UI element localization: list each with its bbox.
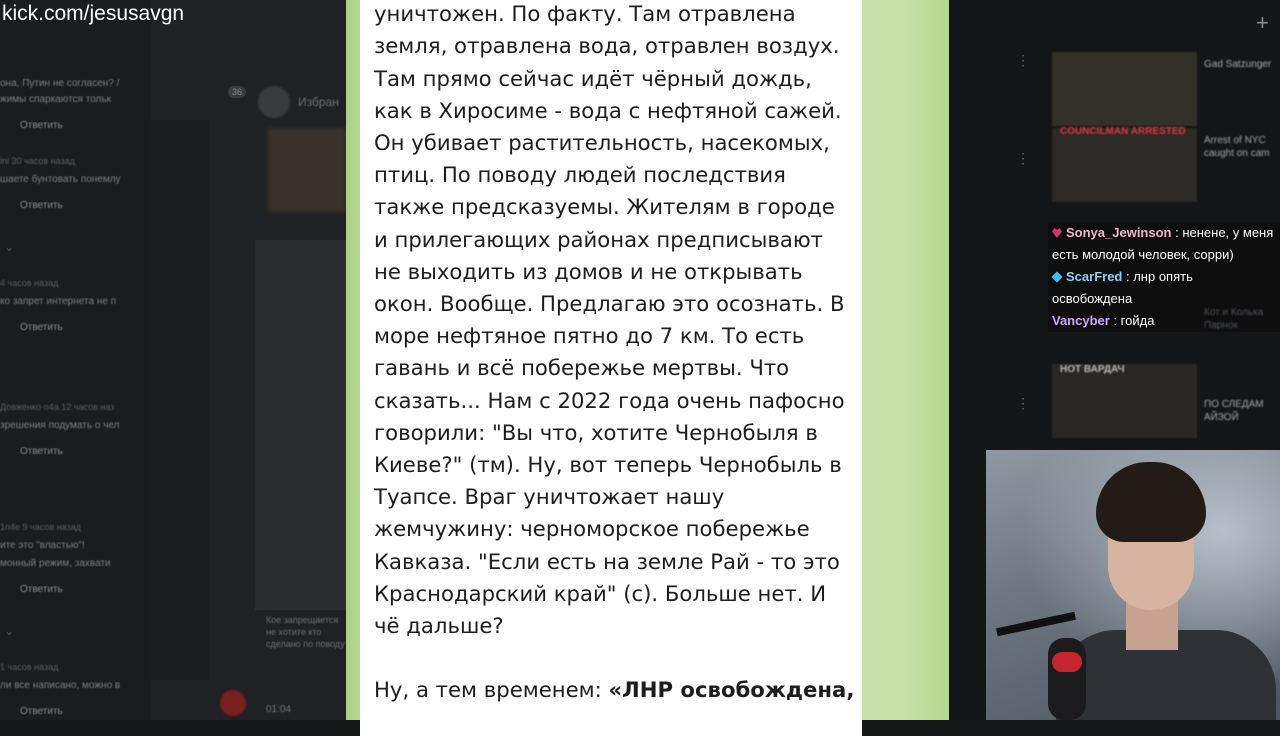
- plus-icon[interactable]: +: [1256, 10, 1269, 35]
- video-item[interactable]: [1052, 364, 1280, 444]
- post-text: [374, 0, 864, 706]
- chat-username[interactable]: ScarFred: [1066, 269, 1123, 284]
- message-time: 01:04: [266, 704, 292, 715]
- post-card: [360, 0, 862, 736]
- video-item[interactable]: [1052, 52, 1280, 132]
- comment-author: ini 30 часов назад: [0, 156, 75, 166]
- comment-author: 1 часов назад: [0, 662, 59, 672]
- post-line: также предсказуемы. Жителям в городе: [374, 194, 835, 220]
- post-last-line: [374, 674, 864, 706]
- post-line: Кавказа. "Если есть на земле Рай - то это: [374, 548, 840, 574]
- post-line: не выходить из домов и не открывать: [374, 258, 803, 284]
- comment-text: шаете бунтовать понемлу: [0, 174, 121, 185]
- more-options-icon[interactable]: ⋮: [1016, 52, 1030, 68]
- post-line: море нефтяное пятно до 7 км. То есть: [374, 323, 805, 349]
- more-options-icon[interactable]: ⋮: [1016, 150, 1030, 166]
- comment-reply[interactable]: Ответить: [20, 446, 63, 457]
- post-line: как в Хиросиме - вода с нефтяной сажей.: [374, 97, 842, 123]
- chat-text: ненене, у меня есть молодой человек, сорри): [1052, 225, 1274, 262]
- record-icon[interactable]: [220, 690, 246, 716]
- message-caption: Кое запрещается не хотите кто сделано по поводу: [266, 615, 345, 649]
- post-line: Туапсе. Враг уничтожает нашу: [374, 484, 725, 510]
- microphone-band: [1052, 652, 1082, 672]
- more-options-icon[interactable]: ⋮: [1016, 395, 1030, 411]
- media-thumbnail[interactable]: [268, 128, 346, 212]
- avatar[interactable]: [258, 86, 290, 118]
- chevron-down-icon[interactable]: ⌄: [4, 624, 15, 638]
- post-last-prefix: Ну, а тем временем:: [374, 677, 609, 703]
- post-line: говорили: "Вы что, хотите Чернобыля в: [374, 419, 818, 445]
- chat-text: гойда: [1120, 313, 1155, 328]
- post-line: гавань и всё побережье мертвы. Что: [374, 355, 790, 381]
- comment-text: ли все написано, можно в: [0, 680, 121, 691]
- cube-badge-icon: [1051, 271, 1062, 282]
- messenger-sidebar: [150, 120, 210, 680]
- heart-badge-icon: [1052, 228, 1062, 238]
- stream-chat: [1048, 222, 1280, 332]
- thumbnail-caption: COUNCILMAN ARRESTED: [1060, 126, 1186, 137]
- webcam-overlay: [986, 450, 1280, 720]
- comment-reply[interactable]: Ответить: [20, 322, 63, 333]
- microphone-icon: [1048, 638, 1086, 720]
- comment-reply[interactable]: Ответить: [20, 200, 63, 211]
- chat-message: Sonya_Jewinson : ненене, у меня есть молодой человек, сорри): [1052, 225, 1274, 262]
- comment-author: 1n4e 9 часов назад: [0, 522, 81, 532]
- thumbnail-caption: НОТ ВАРДАЧ: [1060, 364, 1125, 375]
- comment-text: ите это "властью"!: [0, 540, 85, 551]
- post-line: уничтожен. По факту. Там отравлена: [374, 1, 796, 27]
- comment-author: Довженко-п4а 12 часов наз: [0, 402, 115, 412]
- video-title: ПО СЛЕДАМ АЙЗОЙ: [1204, 399, 1264, 423]
- chevron-down-icon[interactable]: ⌄: [4, 240, 15, 254]
- chat-message: Vancyber : гойда: [1052, 313, 1155, 328]
- post-line: Там прямо сейчас идёт чёрный дождь,: [374, 65, 812, 91]
- comment-text: монный режим, захвати: [0, 558, 111, 569]
- comment-author: 4 часов назад: [0, 278, 59, 288]
- post-line: чё дальше?: [374, 613, 504, 639]
- background-comments-panel: [0, 0, 150, 720]
- post-last-bold: «ЛНР освобождена,: [608, 677, 855, 703]
- video-item[interactable]: [1052, 128, 1280, 208]
- post-line: сказать... Нам с 2022 года очень пафосно: [374, 387, 845, 413]
- unread-badge: 36: [228, 86, 246, 98]
- post-line: Киеве?" (тм). Ну, вот теперь Чернобыль в: [374, 452, 842, 478]
- post-line: земля, отравлена вода, отравлен воздух.: [374, 33, 840, 59]
- chat-message: ScarFred : лнр опять освобождена: [1052, 269, 1193, 306]
- post-line: окон. Вообще. Предлагаю это осознать. В: [374, 291, 845, 317]
- post-line: и прилегающих районах предписывают: [374, 226, 824, 252]
- post-background: [346, 0, 949, 720]
- chat-title: Избран: [298, 95, 339, 109]
- document-panel: [255, 240, 346, 610]
- video-title: Arrest of NYC caught on cam: [1204, 135, 1270, 159]
- chat-username[interactable]: Vancyber: [1052, 313, 1110, 328]
- post-line: птиц. По поводу людей последствия: [374, 162, 786, 188]
- channel-watermark: kick.com/jesusavgn: [2, 2, 185, 25]
- chat-text: лнр опять освобождена: [1052, 269, 1193, 306]
- comment-reply[interactable]: Ответить: [20, 706, 63, 717]
- comment-reply[interactable]: Ответить: [20, 584, 63, 595]
- comment-reply[interactable]: Ответить: [20, 120, 63, 131]
- comment-text: жимы спаркаются тольк: [0, 94, 111, 105]
- chat-username[interactable]: Sonya_Jewinson: [1066, 225, 1172, 240]
- comment-text: она, Путин не согласен? /: [0, 78, 120, 89]
- comment-text: зрешения подумать о чел: [0, 420, 120, 431]
- post-line: Он убивает растительность, насекомых,: [374, 130, 830, 156]
- post-line: жемчужину: черноморское побережье: [374, 516, 810, 542]
- video-title: Gad Satzunger: [1204, 59, 1272, 70]
- comment-text: ко запрет интернета не п: [0, 296, 117, 307]
- post-line: Краснодарский край" (с). Больше нет. И: [374, 580, 827, 606]
